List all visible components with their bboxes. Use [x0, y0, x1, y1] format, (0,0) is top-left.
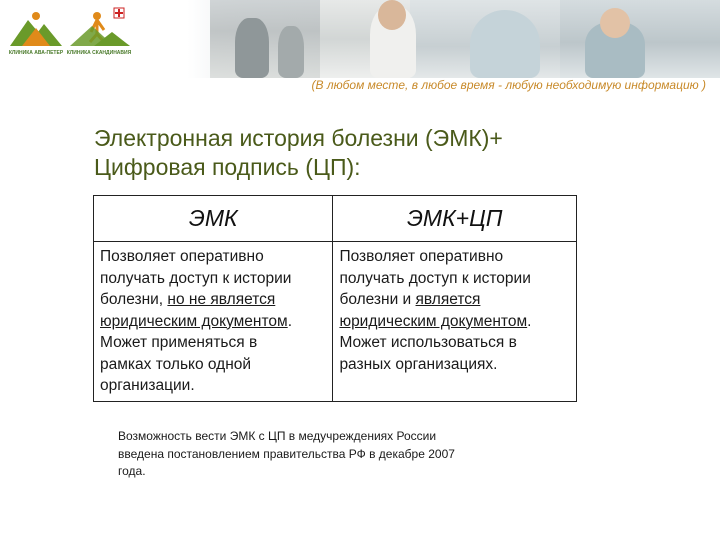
cell-text: .	[527, 312, 532, 330]
table-header-row	[94, 196, 577, 242]
cell-text: рамках только одной	[100, 355, 252, 373]
column-header-emk-cp: ЭМК+ЦП	[333, 196, 577, 242]
cell-emk	[94, 242, 333, 402]
cell-text: .	[287, 312, 293, 330]
photo-figure	[278, 26, 304, 78]
footnote-line: введена постановлением правительства РФ в декабре 2007	[118, 446, 455, 461]
header-banner	[0, 0, 720, 78]
cell-text: болезни,	[100, 291, 168, 308]
logo2-text: КЛИНИКА СКАНДИНАВИЯ	[66, 50, 132, 56]
footnote-line: Возможность вести ЭМК с ЦП в медучреждениях России	[118, 429, 437, 443]
footnote	[118, 428, 538, 481]
cell-text: получать доступ к истории	[100, 269, 292, 287]
page-title	[94, 124, 503, 182]
cell-text: болезни и	[339, 291, 416, 308]
clinic-logo-scandinavia	[64, 6, 134, 70]
cell-text: получать доступ к истории	[339, 269, 531, 287]
underlined-text: является	[415, 291, 481, 308]
underlined-text: юридическим документом	[339, 312, 528, 330]
comparison-table	[93, 195, 577, 402]
photo-figure	[235, 18, 269, 78]
slogan: (В любом месте, в любое время - любую необходимую информацию )	[311, 78, 706, 92]
cell-text: разных организациях.	[339, 355, 498, 373]
title-line-1: Электронная история болезни (ЭМК)+	[94, 125, 503, 151]
column-header-emk: ЭМК	[94, 196, 333, 242]
footnote-line: года.	[118, 464, 146, 478]
title-line-2: Цифровая подпись (ЦП):	[94, 154, 361, 180]
cell-text: Может использоваться в	[339, 334, 517, 351]
photo-figure-head	[378, 0, 406, 30]
underlined-text: но не является	[167, 291, 276, 308]
scandinavia-logo-icon	[64, 6, 134, 50]
mountain-logo-icon	[6, 6, 66, 50]
logo1-text: КЛИНИКА АВА-ПЕТЕР	[8, 50, 64, 56]
cell-text: Может применяться в	[100, 334, 258, 351]
underlined-text: юридическим документом	[100, 312, 288, 330]
cell-text: Позволяет оперативно	[100, 248, 264, 265]
clinic-logo-ava-peter	[6, 6, 66, 70]
cell-emk-cp	[333, 242, 577, 402]
table-row	[94, 242, 577, 402]
photo-equipment	[470, 10, 540, 78]
photo-figure-head	[600, 8, 630, 38]
cell-text: Позволяет оперативно	[339, 248, 504, 265]
cell-text: организации.	[100, 377, 195, 394]
